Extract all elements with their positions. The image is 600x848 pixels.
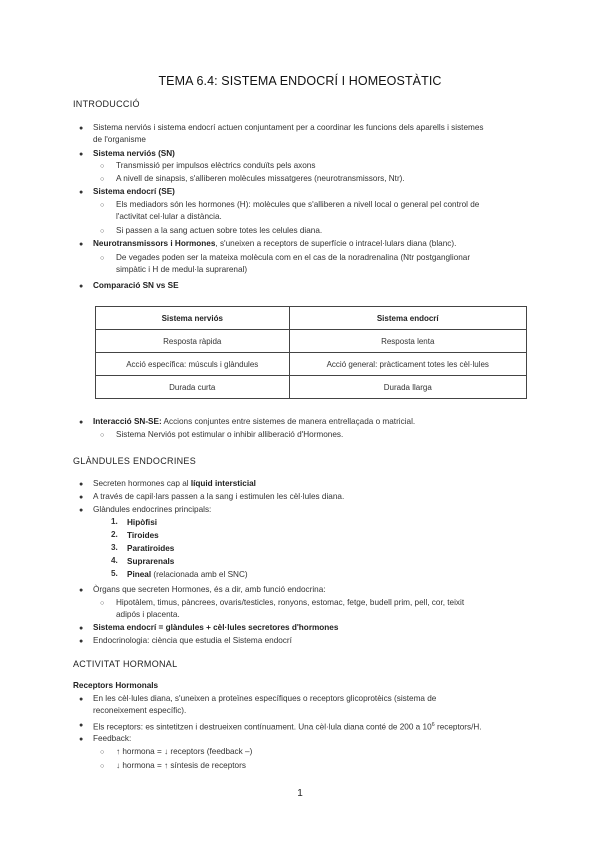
circle-bullet-icon: ○	[100, 255, 105, 262]
table-header-row	[96, 307, 527, 330]
section-heading-glands: GLÀNDULES ENDOCRINES	[73, 456, 197, 466]
list-number: 1.	[111, 517, 118, 526]
bullet-icon: ●	[79, 481, 84, 488]
table-row	[96, 376, 527, 399]
bullet-icon: ●	[79, 587, 84, 594]
nt-item-1-cont: simpàtic i H de medul·la suprarenal)	[116, 265, 248, 274]
intro-paragraph-1-cont: de l'organisme	[93, 135, 146, 144]
interaction-item-1: Sistema Nerviós pot estimular o inhibir alliberació d'Hormones.	[116, 430, 344, 439]
glands-item-6: Endocrinologia: ciència que estudia el Sistema endocrí	[93, 636, 292, 645]
gland-list-item: Hipòfisi	[127, 518, 158, 527]
glands-item-5: Sistema endocrí = glàndules + cèl·lules secretores d'hormones	[93, 623, 339, 632]
circle-bullet-icon: ○	[100, 763, 105, 770]
receptors-item-1-cont: reconeixement específic).	[93, 706, 187, 715]
section-heading-activity: ACTIVITAT HORMONAL	[73, 659, 178, 669]
table-row	[96, 330, 527, 353]
organs-item: Hipotàlem, timus, pàncrees, ovaris/testicles, ronyons, estomac, fetge, budell prim, pell, cor, teixit	[116, 598, 465, 607]
list-number: 2.	[111, 530, 118, 539]
feedback-title: Feedback:	[93, 734, 132, 743]
circle-bullet-icon: ○	[100, 202, 105, 209]
table-row	[96, 353, 527, 376]
table-cell: Resposta lenta	[289, 330, 527, 353]
bullet-icon: ●	[79, 736, 84, 743]
bullet-icon: ●	[79, 241, 84, 248]
comparison-title: Comparació SN vs SE	[93, 281, 179, 290]
feedback-item-1: ↑ hormona = ↓ receptors (feedback –)	[116, 747, 253, 756]
sn-item-1: Transmissió per impulsos elèctrics conduïts pels axons	[116, 161, 316, 170]
gland-list-item: Paratiroides	[127, 544, 175, 553]
glands-item-4: Òrgans que secreten Hormones, és a dir, amb funció endocrina:	[93, 585, 326, 594]
circle-bullet-icon: ○	[100, 228, 105, 235]
circle-bullet-icon: ○	[100, 600, 105, 607]
list-number: 5.	[111, 569, 118, 578]
feedback-item-2: ↓ hormona = ↑ síntesis de receptors	[116, 761, 246, 770]
glands-item-3: Glàndules endocrines principals:	[93, 505, 212, 514]
intro-paragraph-1: Sistema nerviós i sistema endocrí actuen conjuntament per a coordinar les funcions dels aparells i sistemes	[93, 123, 484, 132]
bullet-icon: ●	[79, 283, 84, 290]
glands-item-1: Secreten hormones cap al líquid intersticial	[93, 479, 256, 488]
page-number: 1	[297, 788, 303, 799]
se-title: Sistema endocrí (SE)	[93, 187, 175, 196]
sn-title: Sistema nerviós (SN)	[93, 149, 175, 158]
se-item-2: Si passen a la sang actuen sobre totes les celules diana.	[116, 226, 323, 235]
nt-item-1: De vegades poden ser la mateixa molècula com en el cas de la noradrenalina (Ntr postganglionar	[116, 253, 471, 262]
circle-bullet-icon: ○	[100, 432, 105, 439]
receptors-subheading: Receptors Hormonals	[73, 681, 159, 690]
bullet-icon: ●	[79, 419, 84, 426]
bullet-icon: ●	[79, 507, 84, 514]
table-cell: Acció general: pràcticament totes les cèl·lules	[289, 353, 527, 376]
bullet-icon: ●	[79, 151, 84, 158]
bullet-icon: ●	[79, 696, 84, 703]
receptors-item-1: En les cèl·lules diana, s'uneixen a proteïnes específiques o receptors glicoprotèics (sistema de	[93, 694, 437, 703]
bullet-icon: ●	[79, 638, 84, 645]
bullet-icon: ●	[79, 189, 84, 196]
circle-bullet-icon: ○	[100, 749, 105, 756]
table-header: Sistema endocrí	[289, 307, 527, 330]
interaction-paragraph: Interacció SN-SE: Accions conjuntes entre sistemes de manera entrellaçada o matricial.	[93, 417, 416, 426]
comparison-table	[95, 306, 527, 399]
gland-list-item: Suprarenals	[127, 557, 175, 566]
page-title: TEMA 6.4: SISTEMA ENDOCRÍ I HOMEOSTÀTIC	[158, 74, 442, 88]
circle-bullet-icon: ○	[100, 176, 105, 183]
glands-item-2: A través de capil·lars passen a la sang i estimulen les cèl·lules diana.	[93, 492, 345, 501]
receptors-item-2: Els receptors: es sintetitzen i destrueixen contínuament. Una cèl·lula diana conté de 200 a $10^6$ receptors/H.	[93, 722, 482, 732]
table-cell: Durada curta	[96, 376, 290, 399]
nt-paragraph: Neurotransmissors i Hormones, s'uneixen a receptors de superfície o intracel·lulars diana (blanc).	[93, 239, 457, 248]
section-heading-intro: INTRODUCCIÓ	[73, 99, 140, 109]
table-header: Sistema nerviós	[96, 307, 290, 330]
circle-bullet-icon: ○	[100, 163, 105, 170]
bullet-icon: ●	[79, 494, 84, 501]
gland-list-item: Pineal (relacionada amb el SNC)	[127, 570, 248, 579]
table-cell: Acció específica: músculs i glàndules	[96, 353, 290, 376]
list-number: 3.	[111, 543, 118, 552]
gland-list-item: Tiroides	[127, 531, 159, 540]
se-item-1: Els mediadors són les hormones (H): molècules que s'alliberen a nivell local o general pel control de	[116, 200, 480, 209]
table-cell: Resposta ràpida	[96, 330, 290, 353]
bullet-icon: ●	[79, 625, 84, 632]
bullet-icon: ●	[79, 722, 84, 729]
bullet-icon: ●	[79, 125, 84, 132]
organs-item-cont: adipós i placenta.	[116, 610, 180, 619]
list-number: 4.	[111, 556, 118, 565]
sn-item-2: A nivell de sinapsis, s'alliberen molècules missatgeres (neurotransmissors, Ntr).	[116, 174, 405, 183]
se-item-1-cont: l'activitat cel·lular a distància.	[116, 212, 222, 221]
table-cell: Durada llarga	[289, 376, 527, 399]
